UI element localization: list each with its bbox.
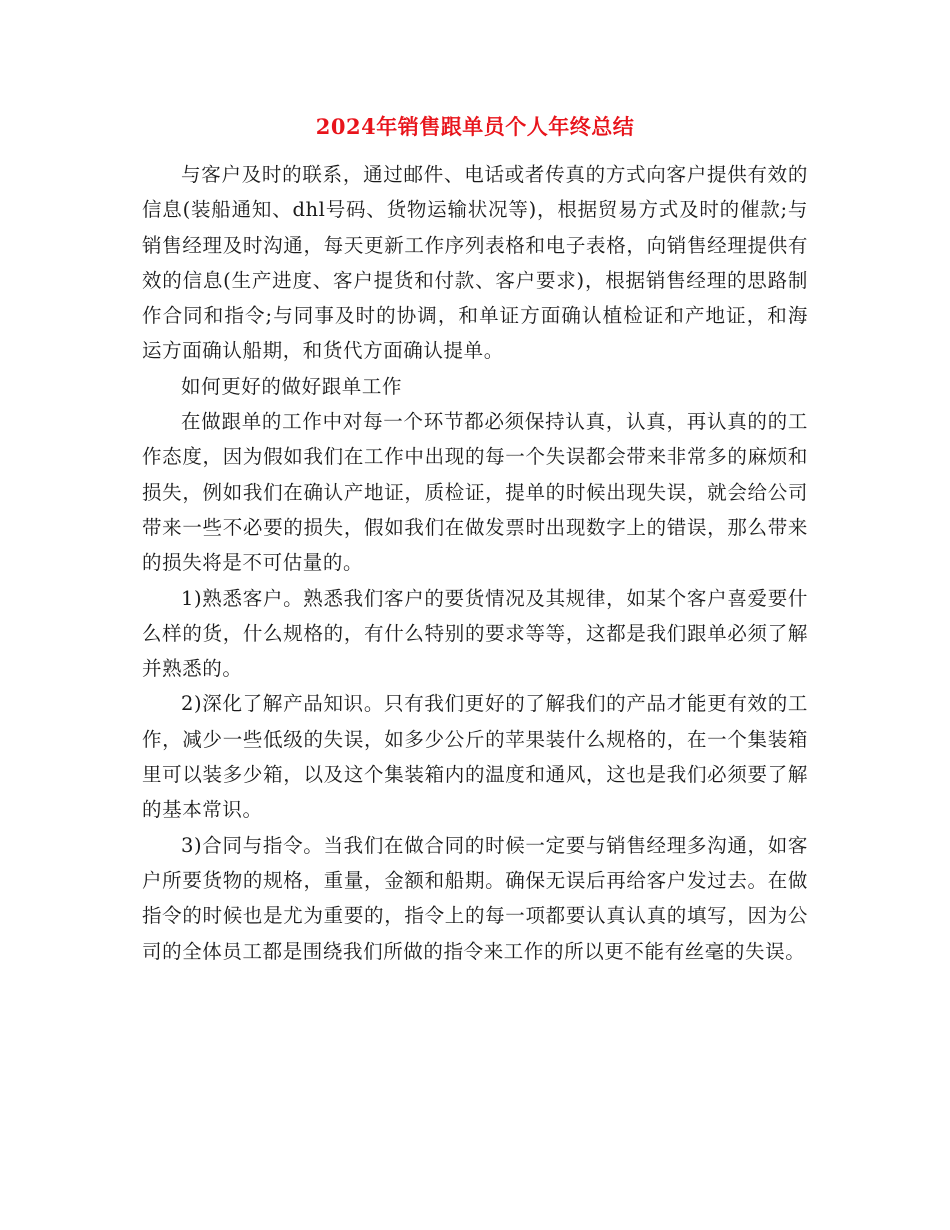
document-body (142, 157, 808, 969)
paragraph-attitude: 在做跟单的工作中对每一个环节都必须保持认真，认真，再认真的的工作态度，因为假如我们在工作中出现的每一个失误都会带来非常多的麻烦和损失，例如我们在确认产地证，质检证，提单的时候出现失误，就会给公司带来一些不必要的损失，假如我们在做发票时出现数字上的错误，那么带来的损失将是不可估量的。 (142, 410, 808, 575)
paragraph-point-3: 3)合同与指令。当我们在做合同的时候一定要与销售经理多沟通，如客户所要货物的规格，重量，金额和船期。确保无误后再给客户发过去。在做指令的时候也是尤为重要的，指令上的每一项都要认真认真的填写，因为公司的全体员工都是围绕我们所做的指令来工作的所以更不能有丝毫的失误。 (142, 833, 808, 963)
paragraph-point-2: 2)深化了解产品知识。只有我们更好的了解我们的产品才能更有效的工作，减少一些低级的失误，如多少公斤的苹果装什么规格的，在一个集装箱里可以装多少箱，以及这个集装箱内的温度和通风，这也是我们必须要了解的基本常识。 (142, 692, 808, 822)
paragraph-heading-how-to: 如何更好的做好跟单工作 (181, 374, 403, 398)
paragraph-duties: 与客户及时的联系，通过邮件、电话或者传真的方式向客户提供有效的信息(装船通知、dhl号码、货物运输状况等)，根据贸易方式及时的催款;与销售经理及时沟通，每天更新工作序列表格和电子表格，向销售经理提供有效的信息(生产进度、客户提货和付款、客户要求)，根据销售经理的思路制作合同和指令;与同事及时的协调，和单证方面确认植检证和产地证，和海运方面确认船期，和货代方面确认提单。 (142, 163, 808, 363)
document-title: 2024年销售跟单员个人年终总结 (315, 114, 635, 139)
paragraph-point-1: 1)熟悉客户。熟悉我们客户的要货情况及其规律，如某个客户喜爱要什么样的货，什么规格的，有什么特别的要求等等，这都是我们跟单必须了解并熟悉的。 (142, 586, 808, 681)
